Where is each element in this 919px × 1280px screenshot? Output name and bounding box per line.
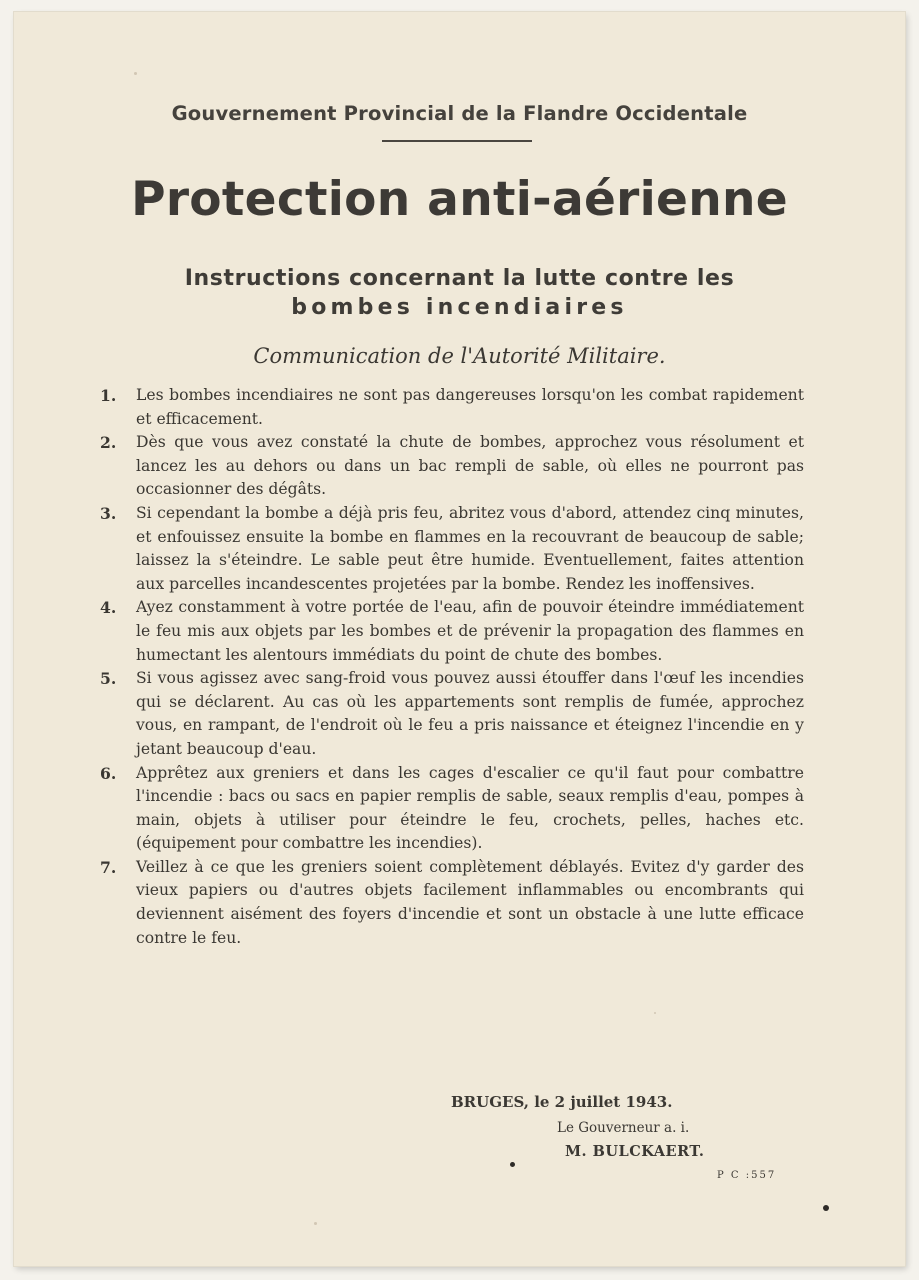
instruction-item [100,762,804,856]
subtitle-line-1: Instructions concernant la lutte contre les [184,266,735,291]
item-number: 3. [100,503,117,523]
item-number: 1. [100,386,117,405]
notice-title: Protection anti-aérienne [131,172,788,227]
paper-speck [654,1012,656,1014]
item-text: Si vous agissez avec sang-froid vous pouvez aussi étouffer dans l'œuf les incendies qui se déclarent. Au cas où les appartements sont remplis de fumée, approchez vous, en rampant, de l'endroit où le feu a pris naissance et éteignez l'incendie en y jetant beaucoup d'eau. [136,669,804,758]
item-number: 5. [100,669,117,689]
paper-speck [134,72,137,75]
instruction-item [100,502,804,596]
item-text: Apprêtez aux greniers et dans les cages d'escalier ce qu'il faut pour combattre l'incendie : bacs ou sacs en papier remplis de sable, seaux remplis d'eau, pompes à main, objets à utiliser pour éteindre le feu, crochets, pelles, haches etc. (équipement pour combattre les incendies). [136,763,804,853]
instruction-item [100,856,804,950]
signatory-role: Le Gouverneur a. i. [557,1120,690,1136]
item-number: 4. [100,598,117,618]
item-number: 2. [100,433,117,453]
subtitle-line-2: bombes incendiaires [291,295,628,320]
instruction-list [100,384,804,950]
item-text: Les bombes incendiaires ne sont pas dangereuses lorsqu'on les combat rapidement et efficacement. [136,386,804,428]
item-text: Ayez constamment à votre portée de l'eau, afin de pouvoir éteindre immédiatement le feu mis aux objets par les bombes et de prévenir la propagation des flammes en humectant les alentours immédiats du point de chute des bombes. [136,598,804,664]
ink-spot [823,1205,829,1211]
print-reference: P C :557 [717,1170,777,1181]
issuing-authority: Gouvernement Provincial de la Flandre Occidentale [171,102,748,125]
signatory-name: M. BULCKAERT. [565,1143,705,1160]
instruction-item [100,667,804,761]
communication-line: Communication de l'Autorité Militaire. [253,344,666,368]
place-and-date: BRUGES, le 2 juillet 1943. [451,1093,673,1111]
item-number: 7. [100,857,117,877]
item-text: Si cependant la bombe a déjà pris feu, abritez vous d'abord, attendez cinq minutes, et enfouissez ensuite la bombe en flammes en la recouvrant de beaucoup de sable; laissez la s'éteindre. Le sable peut être humide. Eventuellement, faites attention aux parcelles incandescentes projetées par la bombe. Rendez les inoffensives. [136,503,804,593]
notice-sheet [14,12,905,1266]
header-divider [382,140,532,142]
instruction-item [100,384,804,431]
instruction-item [100,596,804,667]
instruction-item [100,431,804,502]
item-number: 6. [100,763,117,783]
ink-spot [510,1162,515,1167]
item-text: Veillez à ce que les greniers soient complètement déblayés. Evitez d'y garder des vieux papiers ou d'autres objets facilement inflammables ou encombrants qui deviennent aisément des foyers d'incendie et sont un obstacle à une lutte efficace contre le feu. [136,857,804,947]
item-text: Dès que vous avez constaté la chute de bombes, approchez vous résolument et lancez les au dehors ou dans un bac rempli de sable, où elles ne pourront pas occasionner des dégâts. [136,433,804,499]
paper-speck [314,1222,317,1225]
